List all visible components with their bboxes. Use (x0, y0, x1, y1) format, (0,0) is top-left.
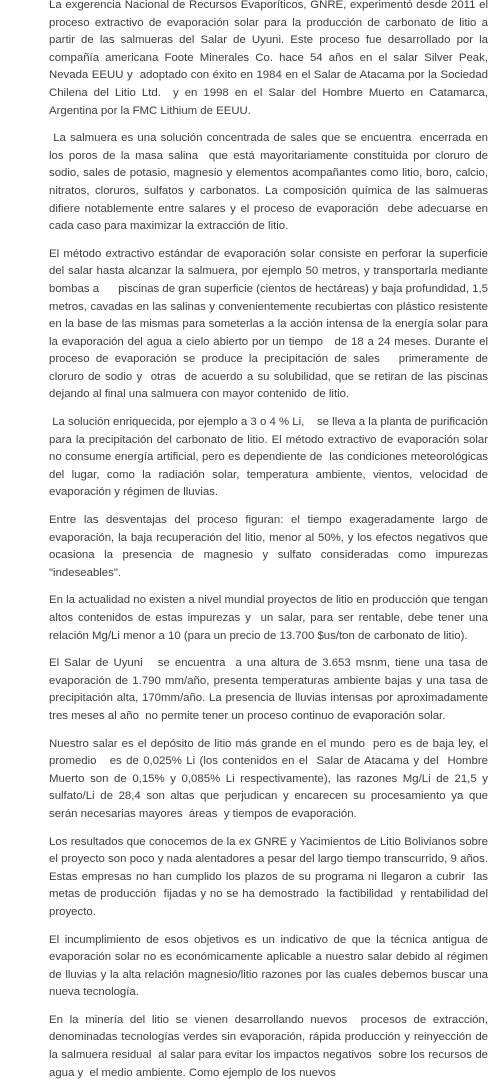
paragraph-deposit-grade: Nuestro salar es el depósito de litio más grande en el mundo pero es de baja ley, el promedio es de 0,025% Li (los contenidos en el Salar de Atacama y del Hombre Muerto son de 0,15% y 0,085% Li respectivamente), las razones Mg/Li de 21,5 y sulfato/Li de 28,4 son altas que perjudican y encarecen su procesamiento ya que serán necesarias mayores áreas y tiempos de evaporación. (49, 737, 494, 820)
paragraph-disadvantages: Entre las desventajas del proceso figuran: el tiempo exageradamente largo de evaporación, la baja recuperación del litio, menor al 50%, y los efectos negativos que ocasiona la presencia de magnesio y sulfato consideradas como impurezas "indeseables". (49, 514, 492, 579)
paragraph-enriched-solution: La solución enriquecida, por ejemplo a 3 o 4 % Li, se lleva a la planta de purificación para la precipitación del carbonato de litio. El método extractivo de evaporación solar no consume energía artificial, pero es dependiente de las condiciones meteorológicas del lugar, como la radiación solar, temperatura ambiente, vientos, velocidad de evaporación y régimen de lluvias. (49, 416, 492, 499)
paragraph-brine-composition: La salmuera es una solución concentrada de sales que se encuentra encerrada en los poros de la masa salina que está mayoritariamente constituida por cloruro de sodio, sales de potasio, magnesio y elementos acompañantes como litio, boro, calcio, nitratos, cloruros, sulfatos y carbonatos. La composición química de las salmueras difiere notablemente entre salares y el proceso de evaporación debe adecuarse en cada caso para maximizar la extracción de litio. (49, 132, 492, 233)
paragraph-results: Los resultados que conocemos de la ex GNRE y Yacimientos de Litio Bolivianos sobre el proyecto son poco y nada alentadores a pesar del largo tiempo transcurrido, 9 años. Estas empresas no han cumplido los plazos de su programa ni llegaron a cubrir las metas de producción fijadas y no se ha demostrado la factibilidad y rentabilidad del proyecto. (49, 835, 492, 918)
paragraph-new-technologies: En la minería del litio se vienen desarrollando nuevos procesos de extracción, denominadas tecnologías verdes sin evaporación, rápida producción y reinyección de la salmuera residual al salar para evitar los impactos negativos sobre los recursos de agua y el medio ambiente. Como ejemplo de los nuevos (49, 1013, 492, 1079)
paragraph-global-projects: En la actualidad no existen a nivel mundial proyectos de litio en producción que tengan altos contenidos de estas impurezas y un salar, para ser rentable, debe tener una relación Mg/Li menor a 10 (para un precio de 13.700 $us/ton de carbonato de litio). (49, 594, 492, 642)
paragraph-uyuni-conditions: El Salar de Uyuni se encuentra a una altura de 3.653 msnm, tiene una tasa de evaporación de 1.790 mm/año, presenta temperaturas ambiente bajas y una tasa de precipitación alta, 170mm/año. La presencia de lluvias intensas por aproximadamente tres meses al año no permite tener un proceso continuo de evaporación solar. (49, 657, 494, 722)
paragraph-gnre-history: La exgerencia Nacional de Recursos Evaporíticos, GNRE, experimentó desde 2011 el proceso extractivo de evaporación solar para la producción de carbonato de litio a partir de las salmueras del Salar de Uyuni. Este proceso fue desarrollado por la compañía americana Foote Minerales Co. hace 54 años en el salar Silver Peak, Nevada EEUU y adoptado con éxito en 1984 en el Salar de Atacama por la Sociedad Chilena del Litio Ltd. y en 1998 en el Salar del Hombre Muerto en Catamarca, Argentina por la FMC Lithium de EEUU. (49, 0, 494, 117)
paragraph-noncompliance: El incumplimiento de esos objetivos es un indicativo de que la técnica antigua de evaporación solar no es económicamente aplicable a nuestro salar debido al régimen de lluvias y la alta relación magnesio/litio razones por las cuales debemos buscar una nueva tecnología. (49, 933, 492, 999)
paragraph-extraction-method: El método extractivo estándar de evaporación solar consiste en perforar la superficie del salar hasta alcanzar la salmuera, por ejemplo 50 metros, y transportarla mediante bombas a piscinas de gran superficie (cientos de hectáreas) y baja profundidad, 1,5 metros, cavadas en las salinas y convenientemente recubiertas con plástico resistente en la base de las mismas para someterlas a la acción intensa de la energía solar para la evaporación del agua a cielo abierto por un tiempo de 18 a 24 meses. Durante el proceso de evaporación se produce la precipitación de sales primeramente de cloruro de sodio y otras de acuerdo a su solubilidad, que se retiran de las piscinas dejando al final una salmuera con mayor contenido de litio. (49, 247, 494, 401)
